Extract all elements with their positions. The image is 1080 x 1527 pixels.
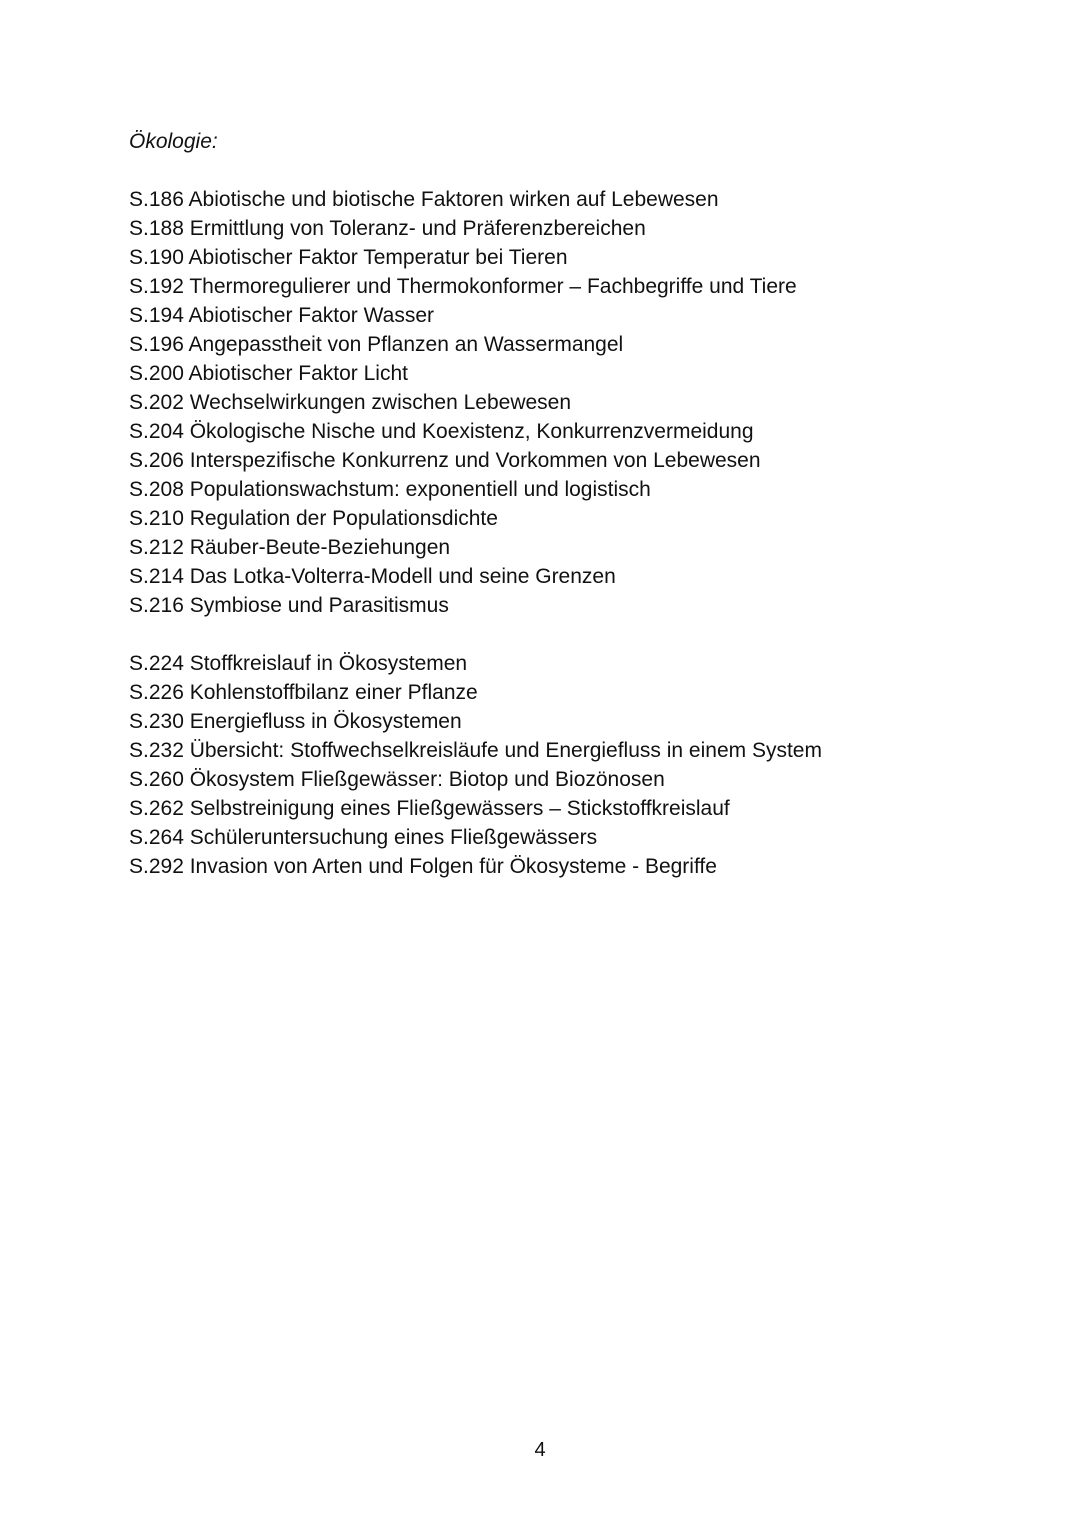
list-item: S.264 Schüleruntersuchung eines Fließgewässers	[129, 826, 598, 849]
list-item: S.186 Abiotische und biotische Faktoren wirken auf Lebewesen	[129, 188, 719, 211]
list-item: S.200 Abiotischer Faktor Licht	[129, 362, 408, 385]
topic-list-ecosystems	[129, 649, 822, 881]
list-item: S.226 Kohlenstoffbilanz einer Pflanze	[129, 681, 478, 704]
list-item: S.262 Selbstreinigung eines Fließgewässers – Stickstoffkreislauf	[129, 797, 730, 820]
list-item: S.196 Angepasstheit von Pflanzen an Wassermangel	[129, 333, 624, 356]
list-item: S.224 Stoffkreislauf in Ökosystemen	[129, 652, 468, 675]
list-item: S.230 Energiefluss in Ökosystemen	[129, 710, 462, 733]
list-item: S.188 Ermittlung von Toleranz- und Präferenzbereichen	[129, 217, 646, 240]
list-item: S.208 Populationswachstum: exponentiell und logistisch	[129, 478, 651, 501]
list-item: S.260 Ökosystem Fließgewässer: Biotop und Biozönosen	[129, 768, 665, 791]
page-heading: Ökologie:	[129, 130, 218, 153]
list-item: S.232 Übersicht: Stoffwechselkreisläufe und Energiefluss in einem System	[129, 739, 822, 762]
page-number: 4	[534, 1439, 546, 1461]
list-item: S.190 Abiotischer Faktor Temperatur bei Tieren	[129, 246, 568, 269]
list-item: S.194 Abiotischer Faktor Wasser	[129, 304, 435, 327]
list-item: S.192 Thermoregulierer und Thermokonformer – Fachbegriffe und Tiere	[129, 275, 797, 298]
topic-list-ecology-factors	[129, 185, 797, 620]
list-item: S.216 Symbiose und Parasitismus	[129, 594, 449, 617]
list-item: S.292 Invasion von Arten und Folgen für Ökosysteme - Begriffe	[129, 855, 717, 878]
list-item: S.210 Regulation der Populationsdichte	[129, 507, 498, 530]
list-item: S.206 Interspezifische Konkurrenz und Vorkommen von Lebewesen	[129, 449, 761, 472]
list-item: S.214 Das Lotka-Volterra-Modell und seine Grenzen	[129, 565, 616, 588]
list-item: S.212 Räuber-Beute-Beziehungen	[129, 536, 451, 559]
list-item: S.204 Ökologische Nische und Koexistenz, Konkurrenzvermeidung	[129, 420, 754, 443]
list-item: S.202 Wechselwirkungen zwischen Lebewesen	[129, 391, 572, 414]
